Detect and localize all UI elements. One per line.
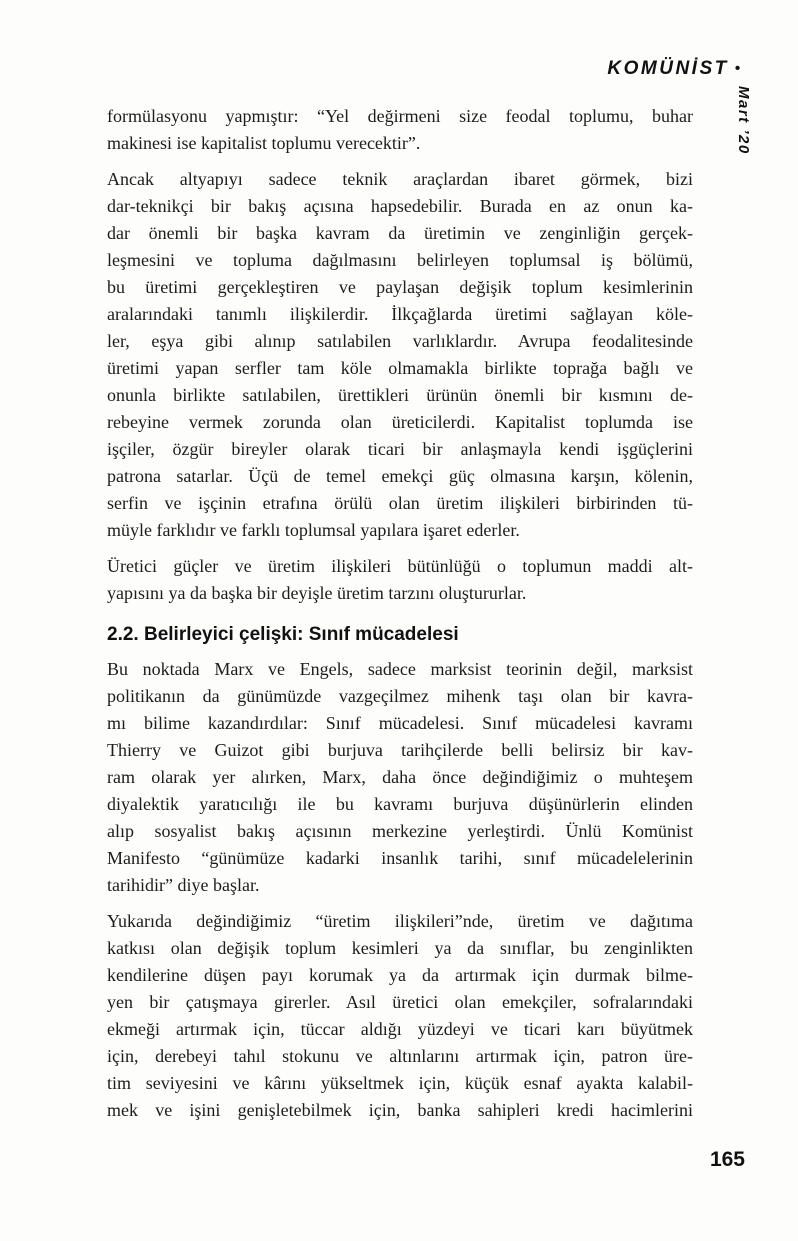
text-line: Yukarıda değindiğimiz “üretim ilişkileri”nde, üretim ve dağıtıma (107, 911, 693, 931)
text-line: serfin ve işçinin etrafına örülü olan üretim ilişkileri birbirinden tü- (107, 493, 693, 513)
text-line: Üretici güçler ve üretim ilişkileri bütünlüğü o toplumun maddi alt- (107, 556, 693, 576)
text-line: makinesi ise kapitalist toplumu verecektir”. (107, 133, 421, 153)
text-line: üretimi yapan serfler tam köle olmamakla birlikte toprağa bağlı ve (107, 358, 693, 378)
text-line: ekmeği artırmak için, tüccar aldığı yüzdeyi ve ticari karı büyütmek (107, 1019, 693, 1039)
text-line: dar-teknikçi bir bakış açısına hapsedebilir. Burada en az onun ka- (107, 196, 693, 216)
text-line: rebeyine vermek zorunda olan üreticilerdi. Kapitalist toplumda ise (107, 412, 693, 432)
paragraph (107, 103, 693, 157)
text-line: aralarındaki tanımlı ilişkilerdir. İlkçağlarda üretimi sağlayan köle- (107, 304, 693, 324)
text-line: patrona satarlar. Üçü de temel emekçi güç olmasına karşın, kölenin, (107, 466, 693, 486)
text-line: Manifesto “günümüze kadarki insanlık tarihi, sınıf mücadelelerinin (107, 848, 693, 868)
text-column (107, 103, 693, 1133)
text-line: kendilerine düşen payı korumak ya da artırmak için durmak bilme- (107, 965, 693, 985)
text-line: ram olarak yer alırken, Marx, daha önce değindiğimiz o muhteşem (107, 767, 693, 787)
page-number: 165 (709, 1148, 745, 1171)
text-line: yen bir çatışmaya girerler. Asıl üretici olan emekçiler, sofralarındaki (107, 992, 693, 1012)
issue-date: Mart ’20 (735, 86, 752, 155)
text-line: formülasyonu yapmıştır: “Yel değirmeni size feodal toplumu, buhar (107, 106, 693, 126)
text-line: katkısı olan değişik toplum kesimleri ya da sınıflar, bu zenginlikten (107, 938, 693, 958)
text-line: Thierry ve Guizot gibi burjuva tarihçilerde belli belirsiz bir kav- (107, 740, 693, 760)
paragraph (107, 553, 693, 607)
text-line: Ancak altyapıyı sadece teknik araçlardan ibaret görmek, bizi (107, 169, 693, 189)
magazine-title: KOMÜNİST (607, 58, 729, 79)
text-line: leşmesini ve topluma dağılmasını belirleyen toplumsal iş bölümü, (107, 250, 693, 270)
text-line: tarihidir” diye başlar. (107, 875, 260, 895)
text-line: dar önemli bir başka kavram da üretimin ve zenginliğin gerçek- (107, 223, 693, 243)
text-line: politikanın da günümüzde vazgeçilmez mihenk taşı olan bir kavra- (107, 686, 693, 706)
text-line: mı bilime kazandırdılar: Sınıf mücadelesi. Sınıf mücadelesi kavramı (107, 713, 693, 733)
text-line: yapısını ya da başka bir deyişle üretim tarzını oluştururlar. (107, 583, 527, 603)
text-line: ler, eşya gibi alınıp satılabilen varlıklardır. Avrupa feodalitesinde (107, 331, 693, 351)
page-header (607, 58, 740, 80)
text-line: alıp sosyalist bakış açısının merkezine yerleştirdi. Ünlü Komünist (107, 821, 693, 841)
paragraph (107, 908, 693, 1124)
text-line: bu üretimi gerçekleştiren ve paylaşan değişik toplum kesimlerinin (107, 277, 693, 297)
text-line: Bu noktada Marx ve Engels, sadece marksist teorinin değil, marksist (107, 659, 693, 679)
text-line: onunla birlikte satılabilen, ürettikleri ürünün önemli bir kısmını de- (107, 385, 693, 405)
text-line: tim seviyesini ve kârını yükseltmek için, küçük esnaf ayakta kalabil- (107, 1073, 693, 1093)
text-line: için, derebeyi tahıl stokunu ve altınlarını artırmak için, patron üre- (107, 1046, 693, 1066)
text-line: müyle farklıdır ve farklı toplumsal yapılara işaret ederler. (107, 520, 520, 540)
paragraph (107, 656, 693, 899)
text-line: mek ve işini genişletebilmek için, banka sahipleri kredi hacimlerini (107, 1100, 693, 1120)
text-line: diyalektik yaratıcılığı ile bu kavramı burjuva düşünürlerin elinden (107, 794, 693, 814)
bullet-icon: • (734, 60, 740, 77)
section-heading: 2.2. Belirleyici çelişki: Sınıf mücadelesi (107, 624, 459, 645)
paragraph (107, 166, 693, 544)
text-line: işçiler, özgür bireyler olarak ticari bir anlaşmayla kendi işgüçlerini (107, 439, 693, 459)
